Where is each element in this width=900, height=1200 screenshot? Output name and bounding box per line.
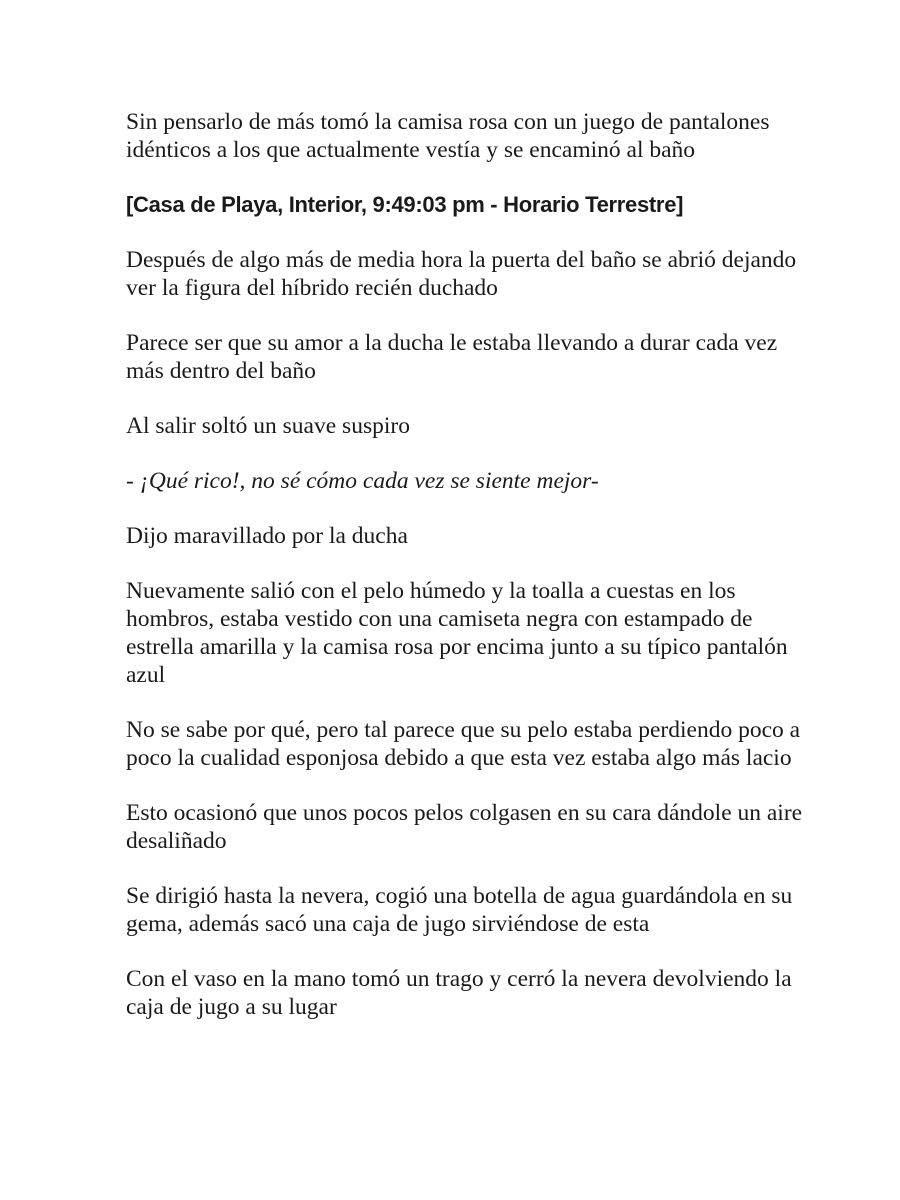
paragraph-11: Se dirigió hasta la nevera, cogió una botella de agua guardándola en su gema, además sacó una caja de jugo sirviéndose de esta xyxy=(126,883,793,937)
scene-heading: [Casa de Playa, Interior, 9:49:03 pm - Horario Terrestre] xyxy=(126,192,684,217)
paragraph-3: Después de algo más de media hora la puerta del baño se abrió dejando ver la figura del híbrido recién duchado xyxy=(126,247,797,301)
dialogue-text: ¡Qué rico!, no sé cómo cada vez se siente mejor- xyxy=(139,468,599,494)
dialogue-dash: - xyxy=(126,468,134,494)
paragraph-4: Parece ser que su amor a la ducha le estaba llevando a durar cada vez más dentro del baño xyxy=(126,330,778,384)
paragraph-10: Esto ocasionó que unos pocos pelos colgasen en su cara dándole un aire desaliñado xyxy=(126,800,803,854)
paragraph-12: Con el vaso en la mano tomó un trago y cerró la nevera devolviendo la caja de jugo a su lugar xyxy=(126,966,792,1020)
paragraph-5: Al salir soltó un suave suspiro xyxy=(126,413,410,439)
paragraph-8: Nuevamente salió con el pelo húmedo y la toalla a cuestas en los hombros, estaba vestido con una camiseta negra con estampado de estrella amarilla y la camisa rosa por encima junto a su típico pantalón azul xyxy=(126,578,788,688)
paragraph-9: No se sabe por qué, pero tal parece que su pelo estaba perdiendo poco a poco la cualidad esponjosa debido a que esta vez estaba algo más lacio xyxy=(126,717,801,771)
paragraph-1: Sin pensarlo de más tomó la camisa rosa con un juego de pantalones idénticos a los que actualmente vestía y se encaminó al baño xyxy=(126,109,770,163)
paragraph-7: Dijo maravillado por la ducha xyxy=(126,523,408,549)
dialogue-line xyxy=(126,467,806,495)
document-body xyxy=(126,108,806,1048)
